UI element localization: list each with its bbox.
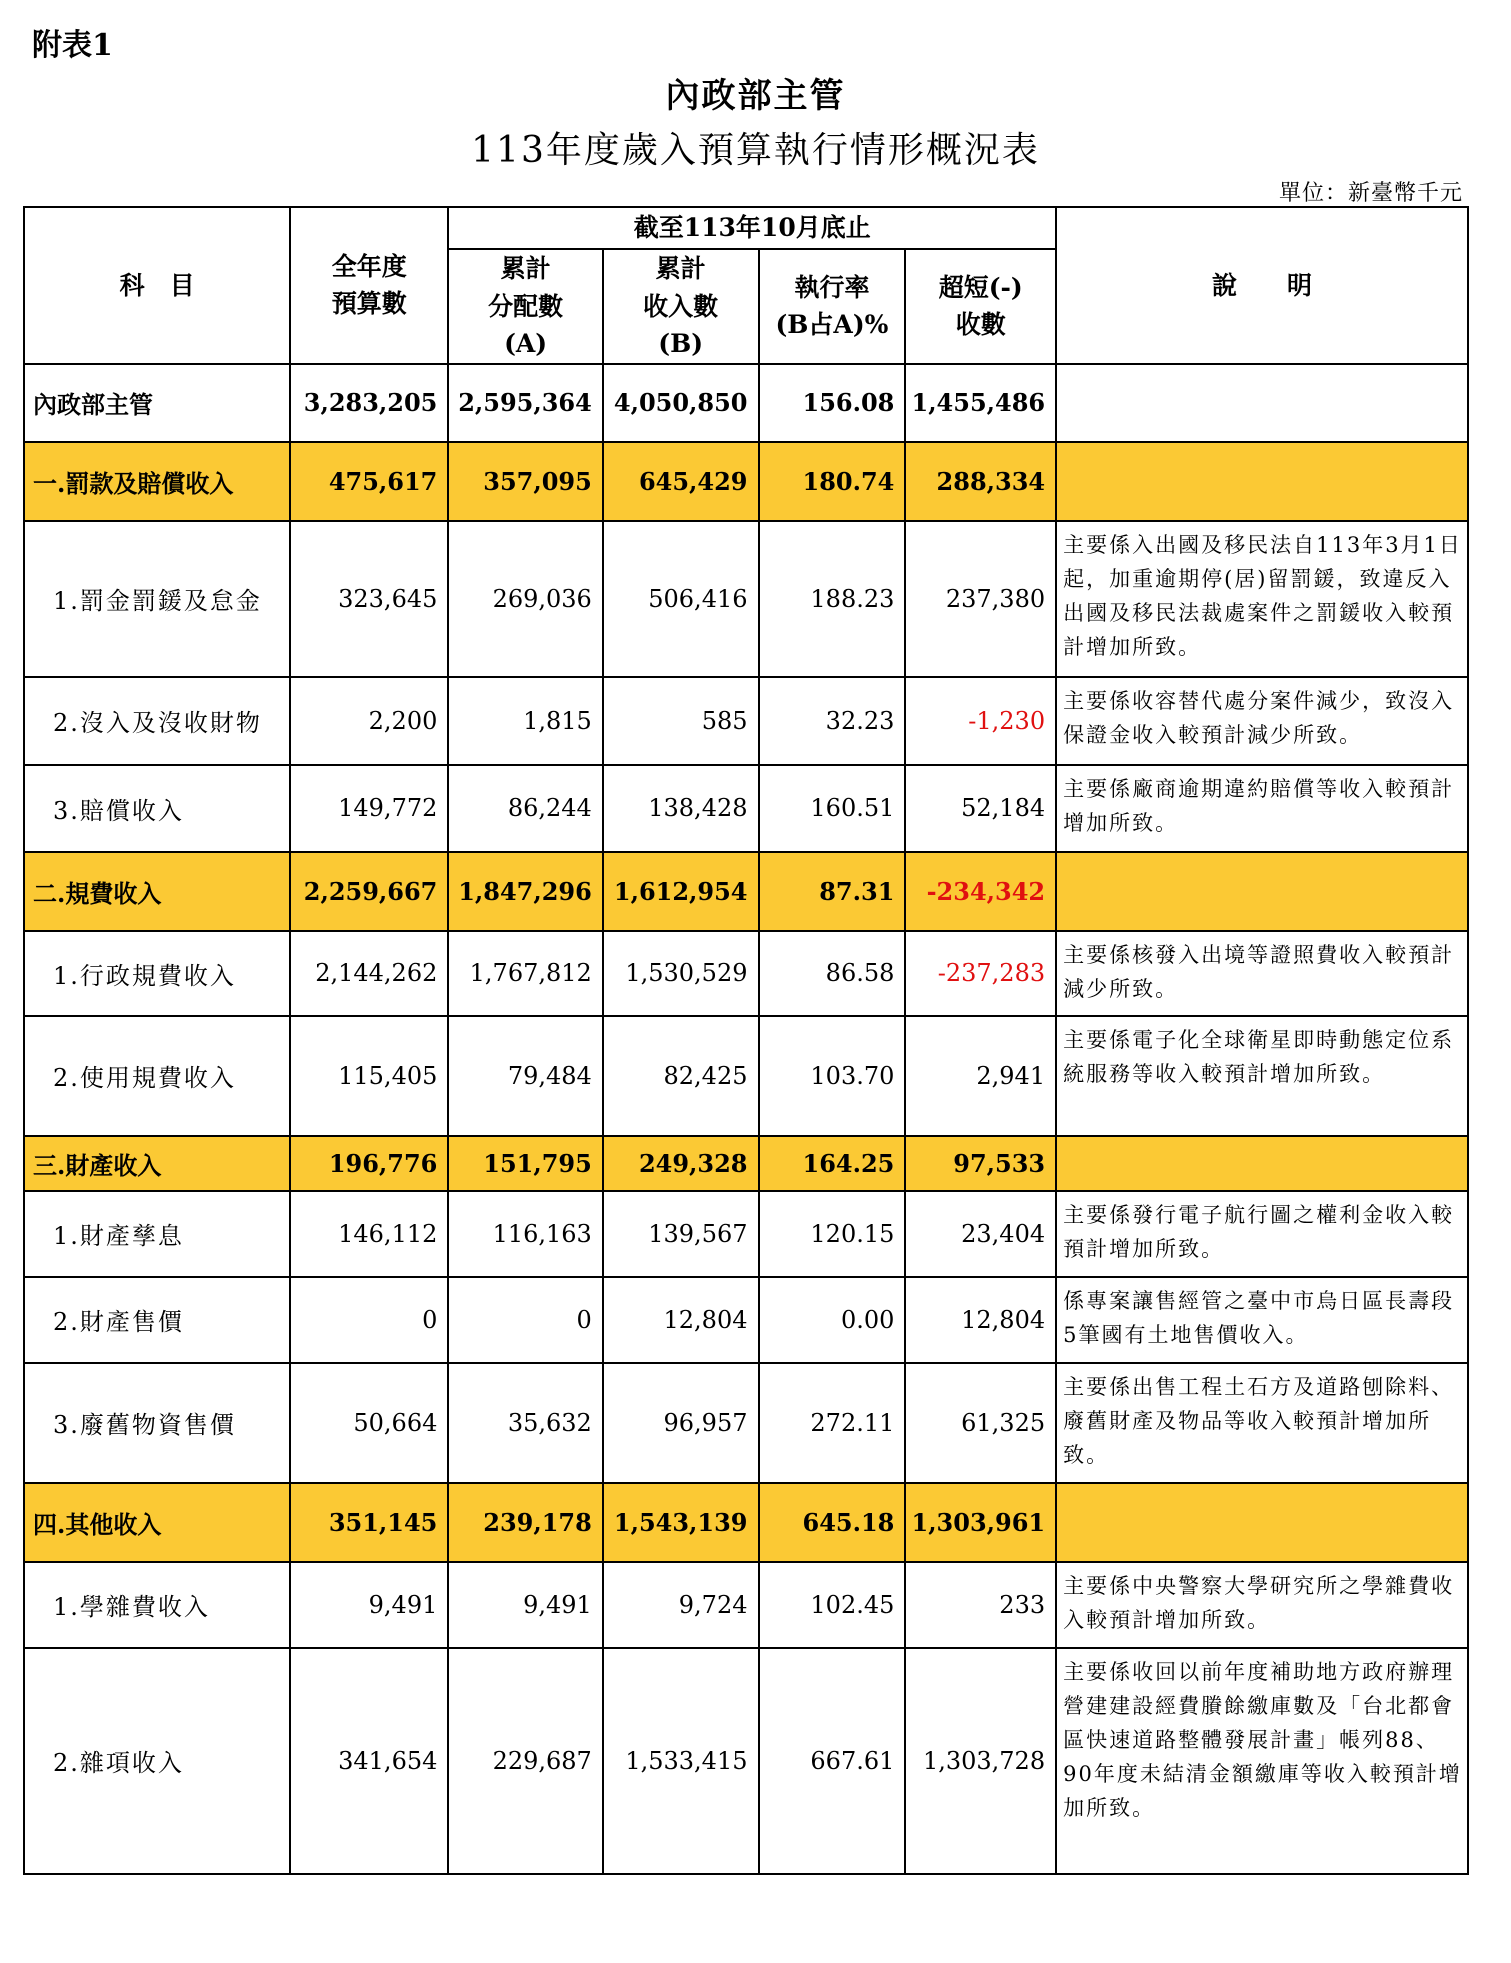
table-row: [24, 1277, 1468, 1363]
row-name: 1.行政規費收入: [24, 931, 290, 1016]
section-row: [24, 442, 1468, 521]
row-received: 1,612,954: [603, 852, 759, 931]
row-allocated: 35,632: [448, 1363, 602, 1483]
row-budget: 341,654: [290, 1648, 448, 1874]
col-received-line3: (B): [658, 329, 704, 358]
table-row: [24, 931, 1468, 1016]
period-header: 截至113年10月底止: [448, 207, 1056, 249]
row-allocated: 79,484: [448, 1016, 602, 1136]
col-budget-line2: 預算數: [331, 289, 407, 319]
col-received-line1: 累計: [655, 254, 706, 283]
row-budget: 351,145: [290, 1483, 448, 1562]
row-allocated: 86,244: [448, 765, 602, 852]
budget-table: [23, 206, 1469, 1875]
col-diff-line1: 超短(-): [938, 272, 1023, 302]
row-diff: 237,380: [905, 521, 1056, 677]
row-note: [1056, 364, 1468, 442]
row-allocated: 269,036: [448, 521, 602, 677]
row-allocated: 1,815: [448, 677, 602, 765]
row-budget: 196,776: [290, 1136, 448, 1191]
row-rate: 645.18: [759, 1483, 906, 1562]
col-rate-line2: (B占A)%: [775, 310, 889, 340]
row-received: 139,567: [603, 1191, 759, 1277]
row-name: 3.廢舊物資售價: [24, 1363, 290, 1483]
table-row: [24, 1363, 1468, 1483]
table-row: [24, 677, 1468, 765]
col-diff-line2: 收數: [955, 310, 1006, 340]
row-received: 9,724: [603, 1562, 759, 1648]
row-note: 主要係收回以前年度補助地方政府辦理營建建設經費賸餘繳庫數及「台北都會區快速道路整體發展計畫」帳列88、90年度未結清金額繳庫等收入較預計增加所致。: [1056, 1648, 1468, 1874]
row-rate: 188.23: [759, 521, 906, 677]
row-name: 1.罰金罰鍰及怠金: [24, 521, 290, 677]
row-note: 主要係中央警察大學研究所之學雜費收入較預計增加所致。: [1056, 1562, 1468, 1648]
table-row: [24, 521, 1468, 677]
row-note: 係專案讓售經管之臺中市烏日區長壽段5筆國有土地售價收入。: [1056, 1277, 1468, 1363]
row-rate: 180.74: [759, 442, 906, 521]
row-allocated: 229,687: [448, 1648, 602, 1874]
row-diff: 23,404: [905, 1191, 1056, 1277]
row-rate: 86.58: [759, 931, 906, 1016]
row-diff: 288,334: [905, 442, 1056, 521]
row-budget: 475,617: [290, 442, 448, 521]
row-name: 1.學雜費收入: [24, 1562, 290, 1648]
row-note: 主要係廠商逾期違約賠償等收入較預計增加所致。: [1056, 765, 1468, 852]
table-row: [24, 1562, 1468, 1648]
col-rate-line1: 執行率: [794, 272, 870, 302]
row-allocated: 9,491: [448, 1562, 602, 1648]
row-rate: 272.11: [759, 1363, 906, 1483]
table-row: [24, 1648, 1468, 1874]
row-rate: 164.25: [759, 1136, 906, 1191]
row-name: 2.使用規費收入: [24, 1016, 290, 1136]
row-name: 三.財產收入: [24, 1136, 290, 1191]
row-budget: 2,259,667: [290, 852, 448, 931]
row-allocated: 239,178: [448, 1483, 602, 1562]
row-diff: 1,455,486: [905, 364, 1056, 442]
col-received-line2: 收入數: [643, 291, 719, 321]
report-title: 內政部主管: [665, 76, 846, 116]
row-note: [1056, 1483, 1468, 1562]
row-name: 2.雜項收入: [24, 1648, 290, 1874]
row-note: 主要係收容替代處分案件減少，致沒入保證金收入較預計減少所致。: [1056, 677, 1468, 765]
appendix-label: 附表1: [32, 28, 113, 63]
row-allocated: 2,595,364: [448, 364, 602, 442]
row-note: 主要係電子化全球衛星即時動態定位系統服務等收入較預計增加所致。: [1056, 1016, 1468, 1136]
table-row: [24, 1191, 1468, 1277]
row-diff: 52,184: [905, 765, 1056, 852]
col-budget-header: [290, 207, 448, 364]
row-received: 1,543,139: [603, 1483, 759, 1562]
col-allocated-line3: (A): [504, 329, 548, 358]
row-diff: -234,342: [905, 852, 1056, 931]
row-diff: 233: [905, 1562, 1056, 1648]
row-name: 1.財產孳息: [24, 1191, 290, 1277]
row-allocated: 1,767,812: [448, 931, 602, 1016]
col-received-header: [603, 249, 759, 364]
col-note-header: 說 明: [1056, 207, 1468, 364]
row-rate: 156.08: [759, 364, 906, 442]
row-allocated: 116,163: [448, 1191, 602, 1277]
row-allocated: 0: [448, 1277, 602, 1363]
row-name: 二.規費收入: [24, 852, 290, 931]
row-received: 4,050,850: [603, 364, 759, 442]
col-allocated-line2: 分配數: [488, 291, 564, 321]
row-received: 1,530,529: [603, 931, 759, 1016]
total-row: [24, 364, 1468, 442]
row-note: 主要係核發入出境等證照費收入較預計減少所致。: [1056, 931, 1468, 1016]
col-allocated-header: [448, 249, 602, 364]
row-diff: 97,533: [905, 1136, 1056, 1191]
row-note: 主要係發行電子航行圖之權利金收入較預計增加所致。: [1056, 1191, 1468, 1277]
row-name: 3.賠償收入: [24, 765, 290, 852]
row-received: 96,957: [603, 1363, 759, 1483]
section-row: [24, 852, 1468, 931]
section-row: [24, 1483, 1468, 1562]
row-budget: 149,772: [290, 765, 448, 852]
row-received: 82,425: [603, 1016, 759, 1136]
col-diff-header: [905, 249, 1056, 364]
col-rate-header: [759, 249, 906, 364]
col-budget-line1: 全年度: [331, 251, 407, 281]
unit-label: 單位：新臺幣千元: [1278, 181, 1463, 206]
row-budget: 0: [290, 1277, 448, 1363]
row-name: 四.其他收入: [24, 1483, 290, 1562]
row-rate: 102.45: [759, 1562, 906, 1648]
row-name: 2.財產售價: [24, 1277, 290, 1363]
table-row: [24, 1016, 1468, 1136]
row-rate: 32.23: [759, 677, 906, 765]
row-diff: 61,325: [905, 1363, 1056, 1483]
row-note: [1056, 852, 1468, 931]
row-rate: 120.15: [759, 1191, 906, 1277]
row-budget: 50,664: [290, 1363, 448, 1483]
row-name: 一.罰款及賠償收入: [24, 442, 290, 521]
row-diff: 2,941: [905, 1016, 1056, 1136]
row-received: 1,533,415: [603, 1648, 759, 1874]
row-received: 645,429: [603, 442, 759, 521]
row-allocated: 151,795: [448, 1136, 602, 1191]
row-diff: 1,303,728: [905, 1648, 1056, 1874]
row-received: 12,804: [603, 1277, 759, 1363]
row-diff: -1,230: [905, 677, 1056, 765]
row-rate: 0.00: [759, 1277, 906, 1363]
row-note: 主要係入出國及移民法自113年3月1日起，加重逾期停(居)留罰鍰，致違反入出國及移民法裁處案件之罰鍰收入較預計增加所致。: [1056, 521, 1468, 677]
row-allocated: 357,095: [448, 442, 602, 521]
row-received: 249,328: [603, 1136, 759, 1191]
row-budget: 323,645: [290, 521, 448, 677]
col-allocated-line1: 累計: [500, 254, 551, 283]
table-row: [24, 765, 1468, 852]
section-row: [24, 1136, 1468, 1191]
row-budget: 2,144,262: [290, 931, 448, 1016]
row-budget: 115,405: [290, 1016, 448, 1136]
row-diff: 12,804: [905, 1277, 1056, 1363]
row-allocated: 1,847,296: [448, 852, 602, 931]
row-diff: 1,303,961: [905, 1483, 1056, 1562]
row-diff: -237,283: [905, 931, 1056, 1016]
row-name: 2.沒入及沒收財物: [24, 677, 290, 765]
row-budget: 3,283,205: [290, 364, 448, 442]
row-budget: 9,491: [290, 1562, 448, 1648]
row-note: [1056, 1136, 1468, 1191]
row-rate: 667.61: [759, 1648, 906, 1874]
row-note: 主要係出售工程土石方及道路刨除料、廢舊財產及物品等收入較預計增加所致。: [1056, 1363, 1468, 1483]
row-note: [1056, 442, 1468, 521]
row-received: 585: [603, 677, 759, 765]
row-budget: 146,112: [290, 1191, 448, 1277]
row-budget: 2,200: [290, 677, 448, 765]
row-rate: 160.51: [759, 765, 906, 852]
row-received: 506,416: [603, 521, 759, 677]
row-received: 138,428: [603, 765, 759, 852]
row-name: 內政部主管: [24, 364, 290, 442]
report-subtitle: 113年度歲入預算執行情形概況表: [471, 130, 1040, 171]
row-rate: 103.70: [759, 1016, 906, 1136]
row-rate: 87.31: [759, 852, 906, 931]
col-item-header: 科 目: [24, 207, 290, 364]
